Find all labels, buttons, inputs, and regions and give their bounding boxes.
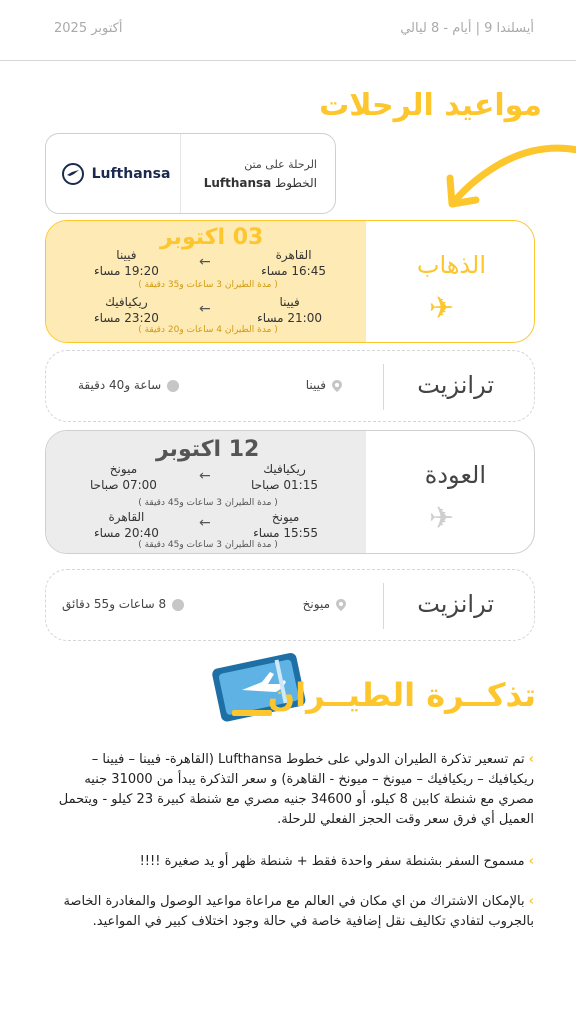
ticket-notes [50,750,534,946]
clock-icon [167,380,179,392]
top-bar [0,0,576,61]
return-card [45,430,535,554]
airline-name: Lufthansa [203,176,272,190]
list-item: ›بالإمكان الاشتراك من اي مكان في العالم مع مراعاة مواعيد الوصول والمغادرة الخاصة بالجروب لتفادي تكاليف نقل إضافية خاصة في حالة وجود اختلاف كبير في المواعيد. [63,894,534,929]
transit-city: فيينا [306,378,342,392]
list-item: ›مسموح السفر بشنطة سفر واحدة فقط + شنطة ظهر أو يد صغيرة !!!! [139,854,534,869]
leg-to: فيينا 19:20 مساء [94,248,159,278]
plane-icon: ✈ [428,291,454,326]
list-item: ›تم تسعير تذكرة الطيران الدولي على خطوط Lufthansa (القاهرة- فيينا – فيينا – ريكيافيك – ريكيافيك – ميونخ – ميونخ - القاهرة) و سعر التذكرة يبدأ من 31000 جنيه مصري مع شنطة كابين 8 كيلو، أو 34600 جنيه مصري مع شنطة كبيرة 23 كيلو - ويتحمل العميل أي فرق سعر وقت الحجز الفعلي للرحلة. [58,752,534,827]
transit-city: ميونخ [303,597,346,611]
leg-to: ريكيافيك 23:20 مساء [94,295,159,325]
leg-to: القاهرة 20:40 مساء [94,510,159,540]
transit-card [45,569,535,641]
airline-name-prefix: الخطوط [275,176,317,190]
arrow-left-icon: ← [199,468,211,484]
outbound-card [45,220,535,343]
transit-label: ترانزيت [417,371,494,399]
month-label: أكتوبر 2025 [54,21,123,36]
divider [383,583,384,629]
ticket-title: تذكــرة الطيــران [267,676,536,714]
return-label: العودة [424,461,486,489]
trip-summary: أيسلندا 9 | أيام - 8 ليالي [400,21,534,36]
schedule-title: مواعيد الرحلات [319,88,542,123]
outbound-date: 03 اكتوبر [160,225,264,250]
location-pin-icon [336,599,346,611]
flight-duration: ( مدة الطيران 4 ساعات و20 دقيقة ) [138,325,278,335]
transit-label: ترانزيت [417,590,494,618]
leg-from: القاهرة 16:45 مساء [261,248,326,278]
arrow-left-icon: ← [199,254,211,270]
outbound-details [46,221,366,342]
airline-label: الرحلة على متن [244,158,317,171]
airline-card [45,133,336,214]
clock-icon [172,599,184,611]
leg-from: فيينا 21:00 مساء [257,295,322,325]
divider [383,364,384,410]
arrow-left-icon: ← [199,515,211,531]
outbound-label: الذهاب [416,251,486,279]
lufthansa-crane-icon [62,163,84,185]
leg-from: ميونخ 15:55 مساء [253,510,318,540]
airline-logo [52,138,180,210]
airline-logo-text: Lufthansa [91,166,171,182]
airline-name-line [204,176,317,190]
leg-from: ريكيافيك 01:15 صباحا [251,462,318,492]
leg-to: ميونخ 07:00 صباحا [90,462,157,492]
curved-arrow-icon [440,140,576,210]
flight-duration: ( مدة الطيران 3 ساعات و35 دقيقة ) [138,280,278,290]
plane-icon: ✈ [428,501,454,536]
transit-card [45,350,535,422]
arrow-left-icon: ← [199,301,211,317]
flight-duration: ( مدة الطيران 3 ساعات و45 دقيقة ) [138,498,278,508]
transit-wait: 8 ساعات و55 دقائق [62,597,184,611]
return-details [46,431,366,553]
divider [180,134,181,213]
flight-duration: ( مدة الطيران 3 ساعات و45 دقيقة ) [138,540,278,550]
location-pin-icon [332,380,342,392]
transit-wait: ساعة و40 دقيقة [78,378,179,392]
return-date: 12 اكتوبر [156,437,260,462]
